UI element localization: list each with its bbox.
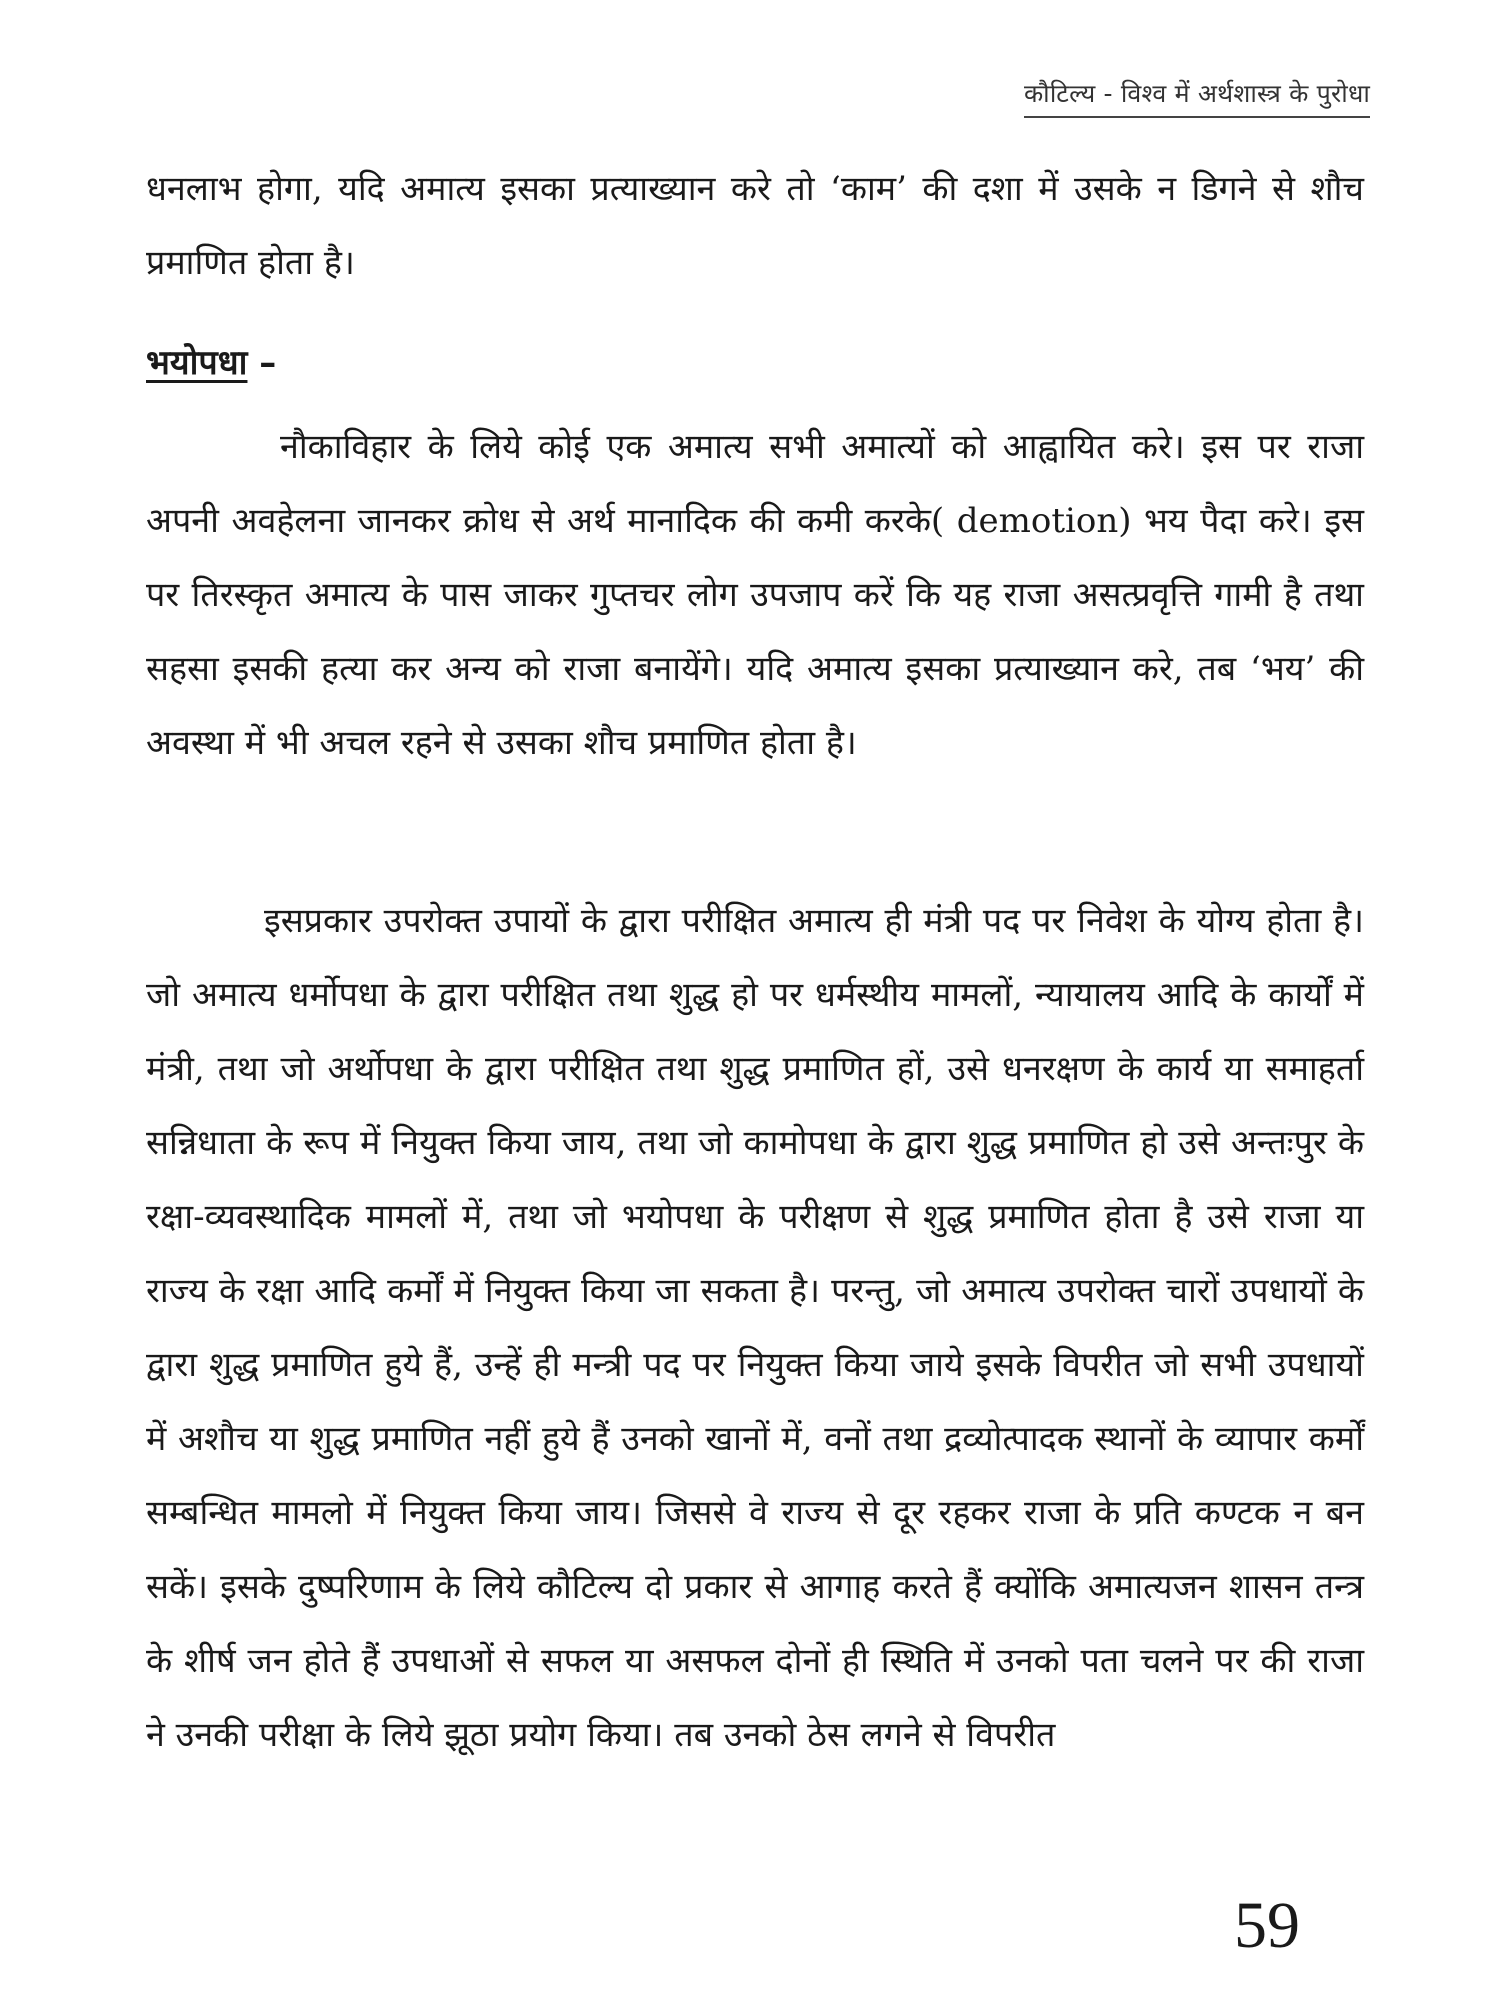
paragraph-conclusion: इसप्रकार उपरोक्त उपायों के द्वारा परीक्षित अमात्य ही मंत्री पद पर निवेश के योग्य होता है। जो अमात्य धर्मोपधा के द्वारा परीक्षित तथा शुद्ध हो पर धर्मस्थीय मामलों, न्यायालय आदि के कार्यों में मंत्री, तथा जो अर्थोपधा के द्वारा परीक्षित तथा शुद्ध प्रमाणित हों, उसे धनरक्षण के कार्य या समाहर्ता सन्निधाता के रूप में नियुक्त किया जाय, तथा जो कामोपधा के द्वारा शुद्ध प्रमाणित हो उसे अन्तःपुर के रक्षा-व्यवस्थादिक मामलों में, तथा जो भयोपधा के परीक्षण से शुद्ध प्रमाणित होता है उसे राजा या राज्य के रक्षा आदि कर्मों में नियुक्त किया जा सकता है। परन्तु, जो अमात्य उपरोक्त चारों उपधायों के द्वारा शुद्ध प्रमाणित हुये हैं, उन्हें ही मन्त्री पद पर नियुक्त किया जाये इसके विपरीत जो सभी उपधायों में अशौच या शुद्ध प्रमाणित नहीं हुये हैं उनको खानों में, वनों तथा द्रव्योत्पादक स्थानों के व्यापार कर्मों सम्बन्धित मामलो में नियुक्त किया जाय। जिससे वे राज्य से दूर रहकर राजा के प्रति कण्टक न बन सकें। इसके दुष्परिणाम के लिये कौटिल्य दो प्रकार से आगाह करते हैं क्योंकि अमात्यजन शासन तन्त्र के शीर्ष जन होते हैं उपधाओं से सफल या असफल दोनों ही स्थिति में उनको पता चलने पर की राजा ने उनकी परीक्षा के लिये झूठा प्रयोग किया। तब उनको ठेस लगने से विपरीत bbox=[146, 901, 1364, 1755]
page-number: 59 bbox=[1234, 1889, 1300, 1962]
running-header: कौटिल्य - विश्व में अर्थशास्त्र के पुरोधा bbox=[1024, 76, 1370, 118]
section-heading-dash: – bbox=[247, 343, 277, 383]
paragraph-bhayopadha: नौकाविहार के लिये कोई एक अमात्य सभी अमात्यों को आह्वायित करे। इस पर राजा अपनी अवहेलना जानकर क्रोध से अर्थ मानादिक की कमी करके( demotion) भय पैदा करे। इस पर तिरस्कृत अमात्य के पास जाकर गुप्तचर लोग उपजाप करें कि यह राजा असत्प्रवृत्ति गामी है तथा सहसा इसकी हत्या कर अन्य को राजा बनायेंगे। यदि अमात्य इसका प्रत्याख्यान करे, तब ‘भय’ की अवस्था में भी अचल रहने से उसका शौच प्रमाणित होता है। bbox=[146, 427, 1364, 763]
section-heading bbox=[146, 338, 276, 384]
paragraph-intro: धनलाभ होगा, यदि अमात्य इसका प्रत्याख्यान करे तो ‘काम’ की दशा में उसके न डिगने से शौच प्रमाणित होता है। bbox=[146, 169, 1364, 283]
section-heading-title: भयोपधा bbox=[146, 343, 248, 383]
